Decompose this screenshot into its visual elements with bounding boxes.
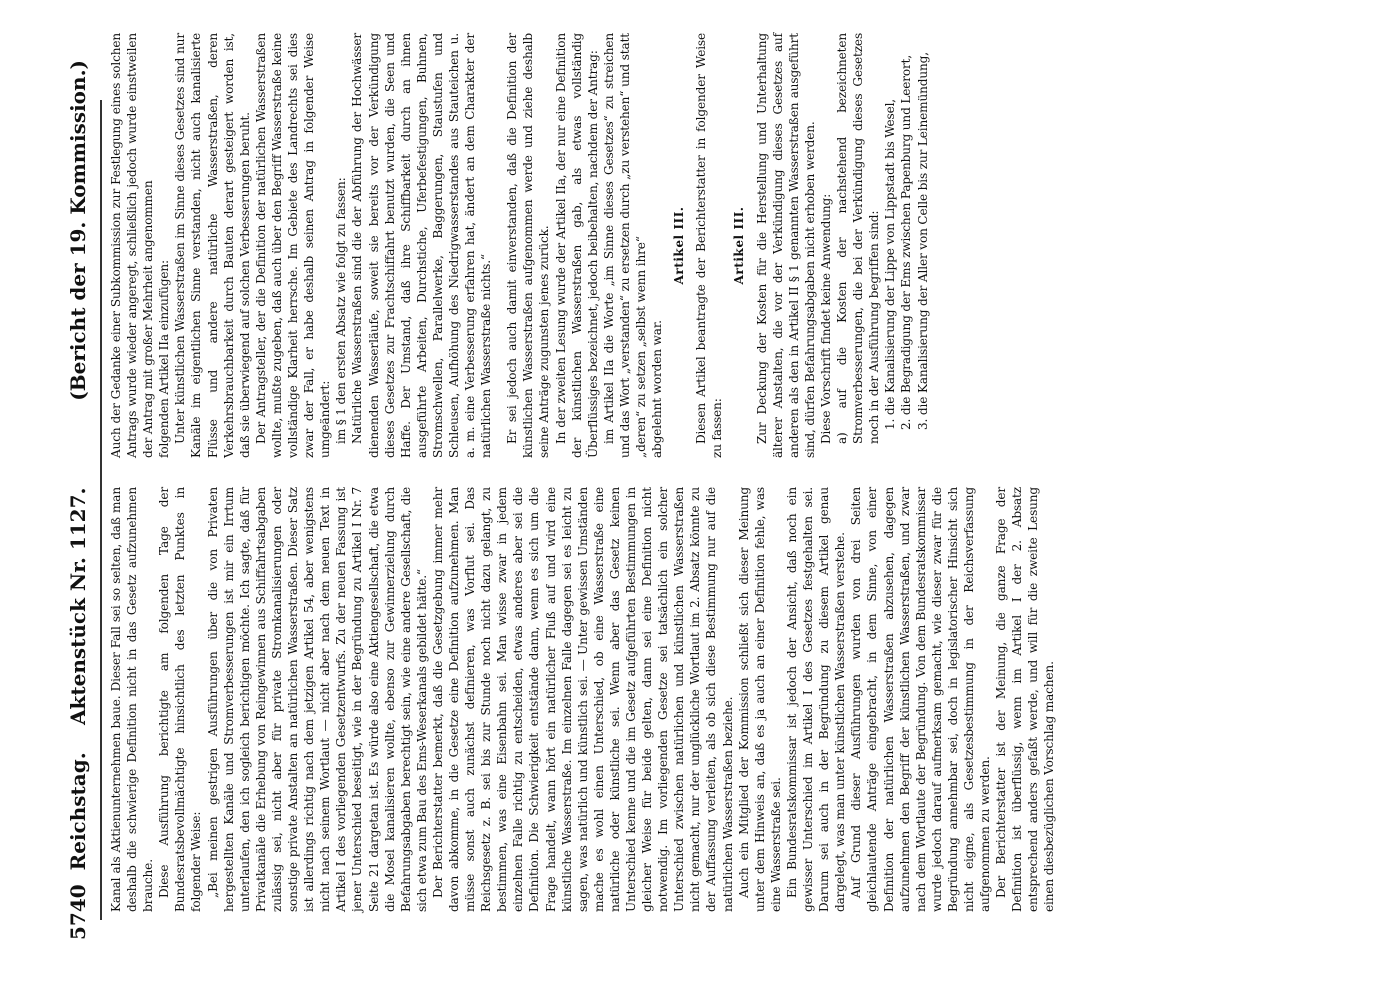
paragraph: Ein Bundesratskommissar ist jedoch der Ansicht, daß noch ein gewisser Unterschied im Artikel I des Gesetzes festgehalten sei. Darum sei auch in der Begründung zu diesem Artikel genau dargelegt, was man unter künstlichen Wasserstraßen verstehe. bbox=[784, 487, 848, 912]
page-number: 5740 bbox=[66, 884, 90, 940]
quote-paragraph: „Bei meinen gestrigen Ausführungen über die von Privaten hergestellten Kanäle und Stromverbesserungen ist mir ein Irrtum unterlaufen, den ich sogleich berichtigen möchte. Ich sagte, daß für Privatkanäle die Erhebung von Reingewinnen aus Schiffahrtsabgaben zulässig sei, nicht aber für private Stromkanalisierungen oder sonstige private Anstalten an natürlichen Wasserstraßen. Dieser Satz ist allerdings richtig nach dem jetzigen Artikel 54, aber wenigstens nicht nach seinem Wortlaut — nicht aber nach dem neuen Text in Artikel I des vorliegenden Gesetzentwurfs. Zu der neuen Fassung ist jener Unterschied beseitigt, wie in der Begründung zu Artikel I Nr. 7 Seite 21 dargetan ist. Es würde also eine Aktiengesellschaft, die etwa die Mosel kanalisieren wollte, ebenso zur Gewinnerzielung durch Befahrungsabgaben berechtigt sein, wie eine andere Gesellschaft, die sich etwa zum Bau des Ems-Weserkanals gebildet hätte.“ bbox=[205, 487, 429, 912]
header-center-title: Aktenstück Nr. 1127. bbox=[66, 487, 90, 725]
page-number-and-title bbox=[66, 752, 90, 940]
paragraph: Kanal als Aktienunternehmen baue. Dieser Fall sei so selten, daß man deshalb die schwierige Definition nicht in das Gesetz aufzunehmen brauche. bbox=[109, 487, 156, 912]
paragraph: Auf Grund dieser Ausführungen wurden von drei Seiten gleichlautende Anträge eingebracht, in dem Sinne, von einer Definition der natürlichen Wasserstraßen abzusehen, dagegen aufzunehmen den Begriff der künstlichen Wasserstraßen, und zwar nach dem Wortlaute der Begründung. Von dem Bundesratskommissar wurde jedoch darauf aufmerksam gemacht, wie dieser zwar für die Begründung annehmbar sei, doch in legislatorischer Hinsicht sich nicht eigne, als Gesetzesbestimmung in der Reichsverfassung aufgenommen zu werden. bbox=[849, 487, 993, 912]
right-column bbox=[108, 33, 931, 458]
quoted-article: Unter künstlichen Wasserstraßen im Sinne dieses Gesetzes sind nur Kanäle im eigentlichen Sinne verstanden, nicht auch kanalisierte Flüsse und andere natürliche Wasserstraßen, deren Verkehrsbrauchbarkeit durch Bauten derart gesteigert worden ist, daß sie überwiegend auf solchen Verbesserungen beruht. bbox=[173, 33, 252, 458]
paragraph: folgenden Artikel IIa einzufügen: bbox=[157, 260, 172, 458]
header-left-title: Reichstag. bbox=[66, 752, 90, 871]
paragraph: Der Berichterstatter ist der Meinung, die ganze Frage der Definition ist überflüssig, wenn im Artikel I der 2. Absatz entsprechend anders gefaßt werde, und will für die zweite Lesung einen diesbezüglichen Vorschlag machen. bbox=[994, 487, 1057, 912]
paragraph: Der Berichterstatter bemerkt, daß die Gesetzgebung immer mehr davon abkomme, in die Gesetze eine Definition aufzunehmen. Man müsse sonst auch zunächst definieren, was Vorflut sei. Das Reichsgesetz z. B. sei bis zur Stunde noch nicht dazu gelangt, zu bestimmen, was eine Eisenbahn sei. Man wisse zwar in jedem einzelnen Falle richtig zu entscheiden, etwas anderes aber sei die Definition. Die Schwierigkeit entstände dann, wenn es sich um die Frage handelt, wann hört ein natürlicher Fluß auf und wird eine künstliche Wasserstraße. Im einzelnen Falle dagegen sei es leicht zu sagen, was natürlich und künstlich sei. — Unter gewissen Umständen mache es wohl einen Unterschied, ob eine Wasserstraße eine natürliche oder künstliche sei. Wenn aber das Gesetz keinen Unterschied kenne und die im Gesetz aufgeführten Bestimmungen in gleicher Weise für beide gelten, dann sei eine Definition nicht notwendig. Im vorliegenden Gesetze sei tatsächlich ein solcher Unterschied zwischen natürlichen und künstlichen Wasserstraßen nicht gemacht, nur der unglückliche Wortlaut im 2. Absatz könnte zu der Auffassung verleiten, als ob sich diese Bestimmung nur auf die natürlichen Wasserstraßen beziehe. bbox=[430, 487, 735, 912]
left-column bbox=[108, 487, 1058, 912]
paragraph: Zur Deckung der Kosten für die Herstellung und Unterhaltung älterer Anstalten, die vor der Verkündigung dieses Gesetzes auf anderen als den in Artikel II § 1 genannten Wasserstraßen ausgeführt sind, dürfen Befahrungsabgaben nicht erhoben werden. bbox=[754, 33, 817, 458]
paragraph: abgelehnt worden war. bbox=[650, 320, 665, 458]
quoted-article: Natürliche Wasserstraßen sind die der Abführung der Hochwässer dienenden Wasserläufe, soweit sie bereits vor der Verkündigung dieses Gesetzes zur Frachtschiffahrt benutzt wurden, die Seen und Haffe. Der Umstand, daß ihre Schiffbarkeit durch an ihnen ausgeführte Arbeiten, Durchstiche, Uferbefestigungen, Buhnen, Stromschwellen, Parallelwerke, Baggerungen, Staustufen und Schleusen, Aufhöhung des Niedrigwasserstandes aus Stauteichen u. a. m. eine Verbesserung erfahren hat, ändert an dem Charakter der natürlichen Wasserstraße nichts.“ bbox=[350, 33, 494, 458]
list-item: 3. die Kanalisierung der Aller von Celle bis zur Leinemündung, bbox=[915, 52, 930, 430]
article-heading: Artikel III. bbox=[672, 206, 687, 285]
paragraph: In der zweiten Lesung wurde der Artikel IIa, der nur eine Definition der künstlichen Wasserstraßen gab, als etwas vollständig Überflüssiges bezeichnet, jedoch beibehalten, nachdem der Antrag: bbox=[553, 33, 600, 458]
paragraph: im § 1 den ersten Absatz wie folgt zu fassen: bbox=[334, 177, 349, 444]
paragraph: Der Antragsteller, der die Definition der natürlichen Wasserstraßen wollte, mußte zugeben, daß auch über den Begriff Wasserstraße keine vollständige Klarheit herrsche. Im Gebiete des Landrechts sei dies zwar der Fall, er habe deshalb seinen Antrag in folgender Weise umgeändert: bbox=[253, 33, 333, 458]
list-item: a) auf die Kosten der nachstehend bezeichneten Stromverbesserungen, die bei der Verkündigung dieses Gesetzes noch in der Ausführung begriffen sind: bbox=[835, 33, 882, 444]
header-rule bbox=[100, 100, 102, 920]
paragraph: Diesen Artikel beantragte der Berichterstatter in folgender Weise zu fassen: bbox=[694, 33, 725, 458]
paragraph: Auch der Gedanke einer Subkommission zur Festlegung eines solchen Antrags wurde wieder angeregt, schließlich jedoch wurde einstweilen der Antrag mit großer Mehrheit angenommen bbox=[109, 33, 156, 458]
page-header bbox=[66, 60, 96, 940]
paragraph: Diese Vorschrift findet keine Anwendung: bbox=[818, 193, 833, 444]
article-heading: Artikel III. bbox=[732, 206, 747, 285]
paragraph: im Artikel IIa die Worte „im Sinne dieses Gesetzes“ zu streichen und das Wort „verstanden“ zu ersetzen durch „zu verstehen“ und statt „deren“ zu setzen „selbst wenn ihre“ bbox=[601, 33, 648, 458]
paragraph: Auch ein Mitglied der Kommission schließt sich dieser Meinung unter dem Hinweis an, daß es ja auch an einer Definition fehle, was eine Wasserstraße sei. bbox=[736, 487, 783, 912]
header-right-title: (Bericht der 19. Kommission.) bbox=[66, 60, 90, 401]
list-item: 2. die Begradigung der Ems zwischen Papenburg und Leerort, bbox=[899, 54, 914, 430]
list-item: 1. die Kanalisierung der Lippe von Lippstadt bis Wesel, bbox=[883, 99, 898, 430]
paragraph: Er sei jedoch auch damit einverstanden, daß die Definition der künstlichen Wasserstraßen aufgenommen werde und ziehe deshalb seine Anträge zugunsten jenes zurück. bbox=[505, 33, 552, 458]
paragraph: Diese Ausführung berichtigte am folgenden Tage der Bundesratsbevollmächtigte hinsichtlich des letzten Punktes in folgender Weise: bbox=[157, 487, 204, 912]
